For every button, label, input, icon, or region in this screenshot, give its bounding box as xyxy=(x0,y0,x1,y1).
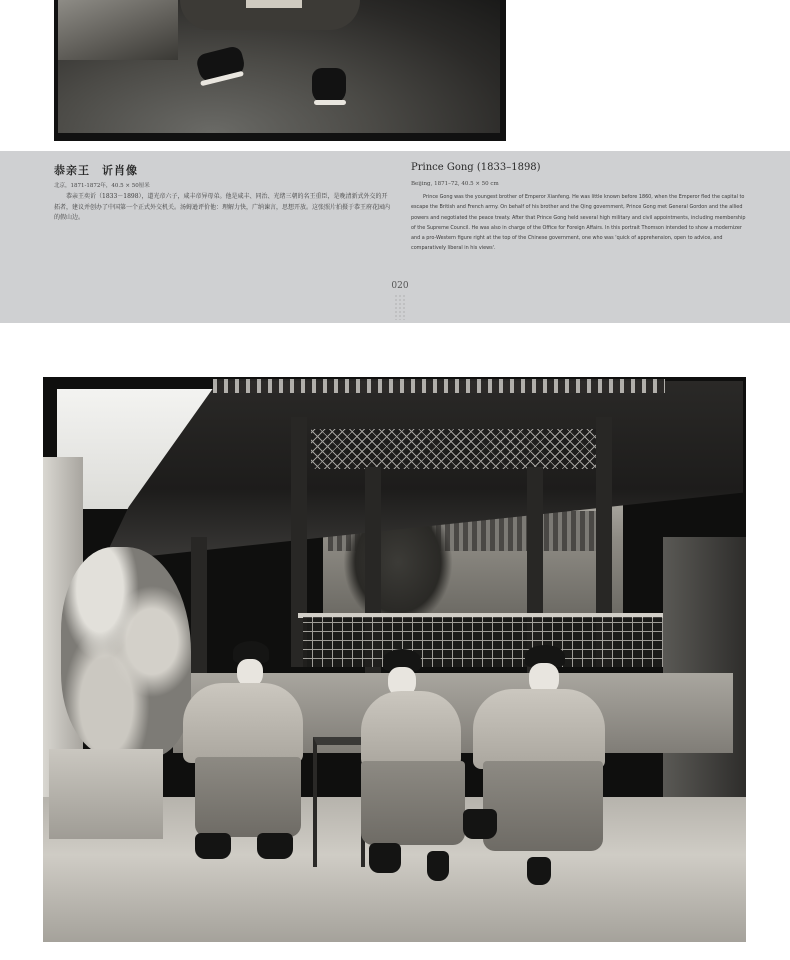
caption-cn-title: 恭亲王 䜣肖像 xyxy=(54,164,138,177)
photo-rockery xyxy=(61,547,191,757)
top-photo-wall xyxy=(58,0,178,60)
photo-railing xyxy=(303,617,703,667)
figure-coat xyxy=(361,691,461,767)
top-photo xyxy=(54,0,506,141)
photo-roof-tiles xyxy=(213,379,665,393)
page-number: 020 xyxy=(391,281,409,291)
caption-cn-body: 恭亲王奕䜣（1833－1898），道光帝六子，咸丰帝异母弟。他是咸丰、同治、光绪三朝的名王重臣，是晚清新式外交的开拓者，建议并创办了中国第一个正式外交机关。汤姆逊评价他：理解力快，广纳谏言，思想开放。这张照片拍摄于恭王府花园内的假山边。 xyxy=(54,193,391,221)
figure-boot xyxy=(369,843,401,873)
page-number-dots xyxy=(394,294,406,320)
figure-robe xyxy=(195,757,301,837)
caption-en-body: Prince Gong was the youngest brother of Emperor Xianfeng. He was little known before 1860, when the Emperor fled the capital to escape the British and French army. On behalf of his brother and the Qing government, Prince Gong met General Gordon and the allied powers and negotiated the peace treaty. After that Prince Gong held several high military and civil appointments, including membership of the Supreme Council. He was also in charge of the Office for Foreign Affairs. In this portrait Thomson intended to show a modernizer and a pro-Western figure right at the top of the Chinese government, one who was 'quick of apprehension, open to advice, and comparatively liberal in his views'. xyxy=(411,194,746,252)
figure-boot xyxy=(427,851,449,881)
caption-en-meta: Beijing, 1871–72, 40.5 × 50 cm xyxy=(411,181,499,187)
figure-coat xyxy=(473,689,605,769)
photo-stone-step xyxy=(49,749,163,839)
top-photo-right-shoe xyxy=(312,68,346,104)
caption-cn-meta: 北京，1871-1872年，40.5 × 50厘米 xyxy=(54,183,150,189)
caption-en-title: Prince Gong (1833–1898) xyxy=(411,162,541,173)
figure-boot xyxy=(463,809,497,839)
figure-robe xyxy=(361,761,465,845)
photo-lattice xyxy=(311,429,611,469)
main-photo xyxy=(43,377,746,942)
photo-tea-table xyxy=(313,737,365,867)
photo-pillar xyxy=(191,537,207,687)
figure-boot xyxy=(195,833,231,859)
figure-boot xyxy=(257,833,293,859)
figure-robe xyxy=(483,761,603,851)
figure-boot xyxy=(527,857,551,885)
top-photo-right-sole xyxy=(314,100,346,105)
figure-coat xyxy=(183,683,303,763)
top-photo-robe-hem xyxy=(246,0,302,8)
top-photo-image xyxy=(58,0,500,133)
